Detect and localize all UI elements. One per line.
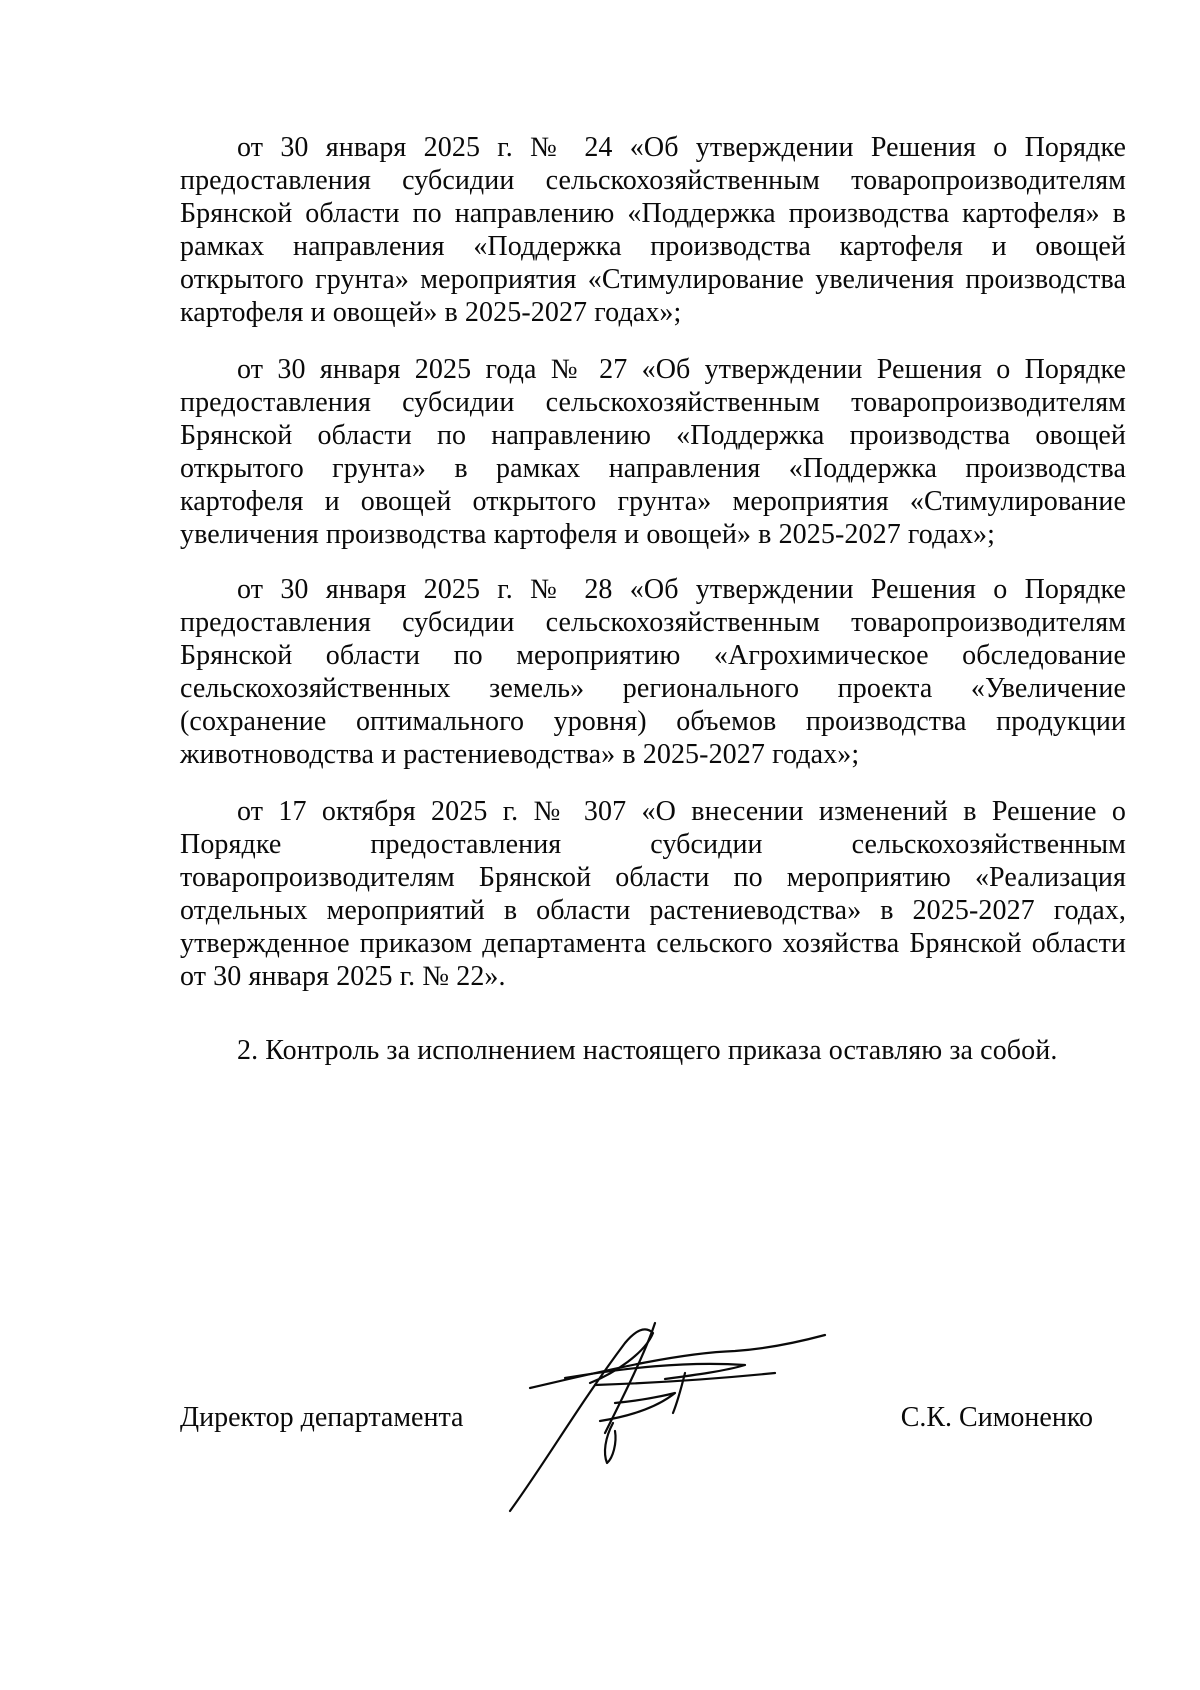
signer-position: Директор департамента: [180, 1402, 464, 1433]
signature-stroke: [565, 1364, 745, 1379]
handwritten-signature: [505, 1313, 865, 1513]
signature-stroke: [605, 1323, 655, 1433]
paragraph-order-28: от 30 января 2025 г. № 28 «Об утверждении Решения о Порядке предоставления субсидии сельскохозяйственным товаропроизводителям Брянской области по мероприятию «Агрохимическое обследование сельскохозяйственных земель» регионального проекта «Увеличение (сохранение оптимального уровня) объемов производства продукции животноводства и растениеводства» в 2025-2027 годах»;: [180, 574, 1126, 770]
signature-stroke: [510, 1329, 653, 1511]
signer-name: С.К. Симоненко: [900, 1402, 1093, 1433]
paragraph-order-24: от 30 января 2025 г. № 24 «Об утверждении Решения о Порядке предоставления субсидии сельскохозяйственным товаропроизводителям Брянской области по направлению «Поддержка производства картофеля» в рамках направления «Поддержка производства картофеля и овощей открытого грунта» мероприятия «Стимулирование увеличения производства картофеля и овощей» в 2025-2027 годах»;: [180, 132, 1126, 328]
paragraph-control-clause: 2. Контроль за исполнением настоящего приказа оставляю за собой.: [237, 1035, 1058, 1066]
signature-stroke: [600, 1393, 675, 1421]
paragraph-order-27: от 30 января 2025 года № 27 «Об утверждении Решения о Порядке предоставления субсидии сельскохозяйственным товаропроизводителям Брянской области по направлению «Поддержка производства овощей открытого грунта» в рамках направления «Поддержка производства картофеля и овощей открытого грунта» мероприятия «Стимулирование увеличения производства картофеля и овощей» в 2025-2027 годах»;: [180, 354, 1126, 550]
paragraph-order-307: от 17 октября 2025 г. № 307 «О внесении изменений в Решение о Порядке предоставления субсидии сельскохозяйственным товаропроизводителям Брянской области по мероприятию «Реализация отдельных мероприятий в области растениеводства» в 2025-2027 годах, утвержденное приказом департамента сельского хозяйства Брянской области от 30 января 2025 г. № 22».: [180, 796, 1126, 992]
